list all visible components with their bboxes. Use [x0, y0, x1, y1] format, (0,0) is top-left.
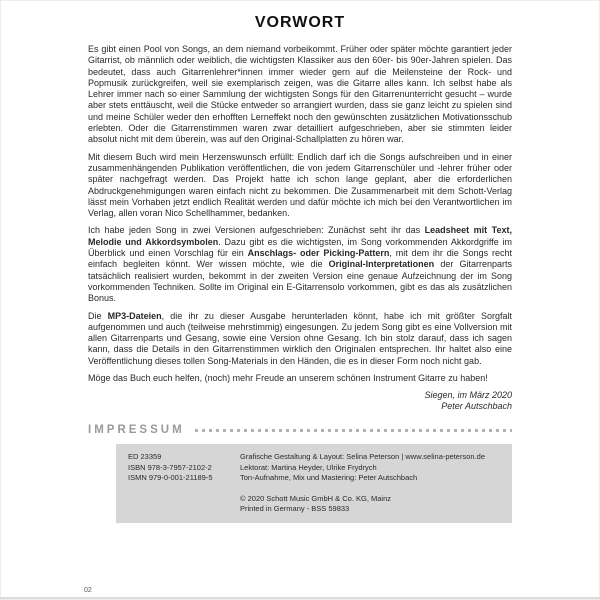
impressum-header: [88, 424, 512, 436]
edition-number: ED 23359: [128, 452, 162, 462]
impressum-label: IMPRESSUM: [88, 424, 185, 437]
bold-text: Leadsheet mit Text, Melodie und Akkordsymbolen: [88, 225, 513, 247]
body-text: , die ihr zu dieser Ausgabe herunterladen könnt, habe ich mit größter Sorgfalt aufgenommen und auch (teilweise mehrstimmig) eingesungen. Zu jedem Song gibt es eine Vollversion mit allen Gitarrenparts und Gesang, sowie eine Version ohne Gesang. Ich bin stolz darauf, dass ich sagen kann, dass die Details in den Gitarrenstimmen wirklich den Originalen entsprechen. Ihr haltet also eine Veröffentlichung dieses tollen Song-Materials in den Händen, die es in dieser Form noch nicht gab.: [88, 310, 512, 366]
credit-audio: Ton-Aufnahme, Mix und Mastering: Peter Autschbach: [240, 473, 418, 483]
page-number: 02: [84, 587, 92, 594]
book-page: [88, 14, 512, 523]
credit-design-layout: Grafische Gestaltung & Layout: Selina Peterson | www.selina-peterson.de: [240, 452, 485, 462]
body-text: Ich habe jeden Song in zwei Versionen aufgeschrieben: Zunächst seht ihr das: [88, 225, 425, 236]
body-text: der Gitarrenparts tatsächlich realisiert wurden, bekommt in der zweiten Version eine genaue Aufzeichnung der im Song vorkommenden Techniken. Sollte im Original ein E-Gitarrensolo vorkommen, gibt es das als zusätzlichen Bonus.: [88, 259, 512, 304]
signature-block: [88, 390, 512, 412]
signature-author: Peter Autschbach: [441, 401, 512, 412]
body-text: . Dazu gibt es die wichtigsten, im Song vorkommenden Akkordgriffe im Überblick und einen Vorschlag für ein: [88, 236, 513, 259]
page-bottom-edge: [0, 597, 600, 599]
paragraph: [88, 44, 512, 146]
printed-line: Printed in Germany - BSS 59833: [240, 504, 350, 514]
ismn-number: ISMN 979-0-001-21189-5: [128, 473, 213, 483]
body-text: Möge das Buch euch helfen, (noch) mehr Freude an unserem schönen Instrument Gitarre zu haben!: [88, 373, 488, 384]
impressum-dotted-line: [195, 429, 512, 432]
paragraph: [88, 373, 512, 384]
paragraph: [88, 225, 512, 304]
copyright-line: © 2020 Schott Music GmbH & Co. KG, Mainz: [240, 493, 391, 503]
bold-text: Original-Interpretationen: [328, 259, 435, 270]
paragraph: [88, 311, 512, 367]
credit-editing: Lektorat: Martina Heyder, Ulrike Frydrych: [240, 462, 377, 472]
body-text: Es gibt einen Pool von Songs, an dem niemand vorbeikommt. Früher oder später möchte garantiert jeder Gitarrist, ob männlich oder weiblich, die wichtigsten Klassiker aus den 60er- bis 90er-Jahren spielen. Das bedeutet, dass auch Gitarrenlehrer*innen immer wieder gern auf die Meilensteine der Rock- und Popmusik zurückgreifen, weil sie exemplarisch zeigen, was die Gitarre alles kann. Ich selbst habe als Lehrer immer nach so einer Sammlung der wichtigsten Songs für den Gitarrenunterricht gesucht – wurde aber stets enttäuscht, weil die Stücke entweder so arrangiert wurden, dass sie ganz leicht zu spielen sind und meine Schüler weder den erhofften Lerneffekt noch den gewünschten zusätzlichen Motivationsschub erlebten. Oder die Gitarrenstimmen waren zwar detailliert aufgeschrieben, aber sie stimmten leider absolut nicht mit dem überein, was auf den Original-Schallplatten zu hören war.: [88, 44, 512, 145]
isbn-number: ISBN 978-3-7957-2102-2: [128, 462, 212, 472]
body-paragraphs: [88, 44, 512, 384]
bold-text: MP3-Dateien: [107, 310, 162, 321]
page-title: VORWORT: [254, 14, 346, 31]
signature-place-date: Siegen, im März 2020: [424, 390, 512, 401]
body-text: , mit dem ihr die Songs recht einfach begleiten könnt. Wer wissen möchte, wie die: [88, 248, 512, 270]
body-text: Die: [88, 310, 108, 321]
impressum-credits: [240, 452, 502, 515]
impressum-box: [116, 444, 512, 523]
body-text: Mit diesem Buch wird mein Herzenswunsch erfüllt: Endlich darf ich die Songs aufschreiben und in einer zusammenhängenden Publikation veröffentlichen, die von jedem Gitarrenschüler und -lehrer früher oder später nachgefragt werden. Das Projekt hatte ich schon lange geplant, aber die erforderlichen Abdruckgenehmigungen waren einfach nicht zu bekommen. Die Zusammenarbeit mit dem Schott-Verlag lässt mein Vorhaben jetzt endlich Realität werden und dafür möchte ich mich bei den Verantwortlichen im Verlag, allen voran Nico Schellhammer, bedanken.: [88, 151, 512, 219]
impressum-codes: [128, 452, 240, 515]
bold-text: Anschlags- oder Picking-Pattern: [247, 248, 390, 259]
paragraph: [88, 152, 512, 220]
